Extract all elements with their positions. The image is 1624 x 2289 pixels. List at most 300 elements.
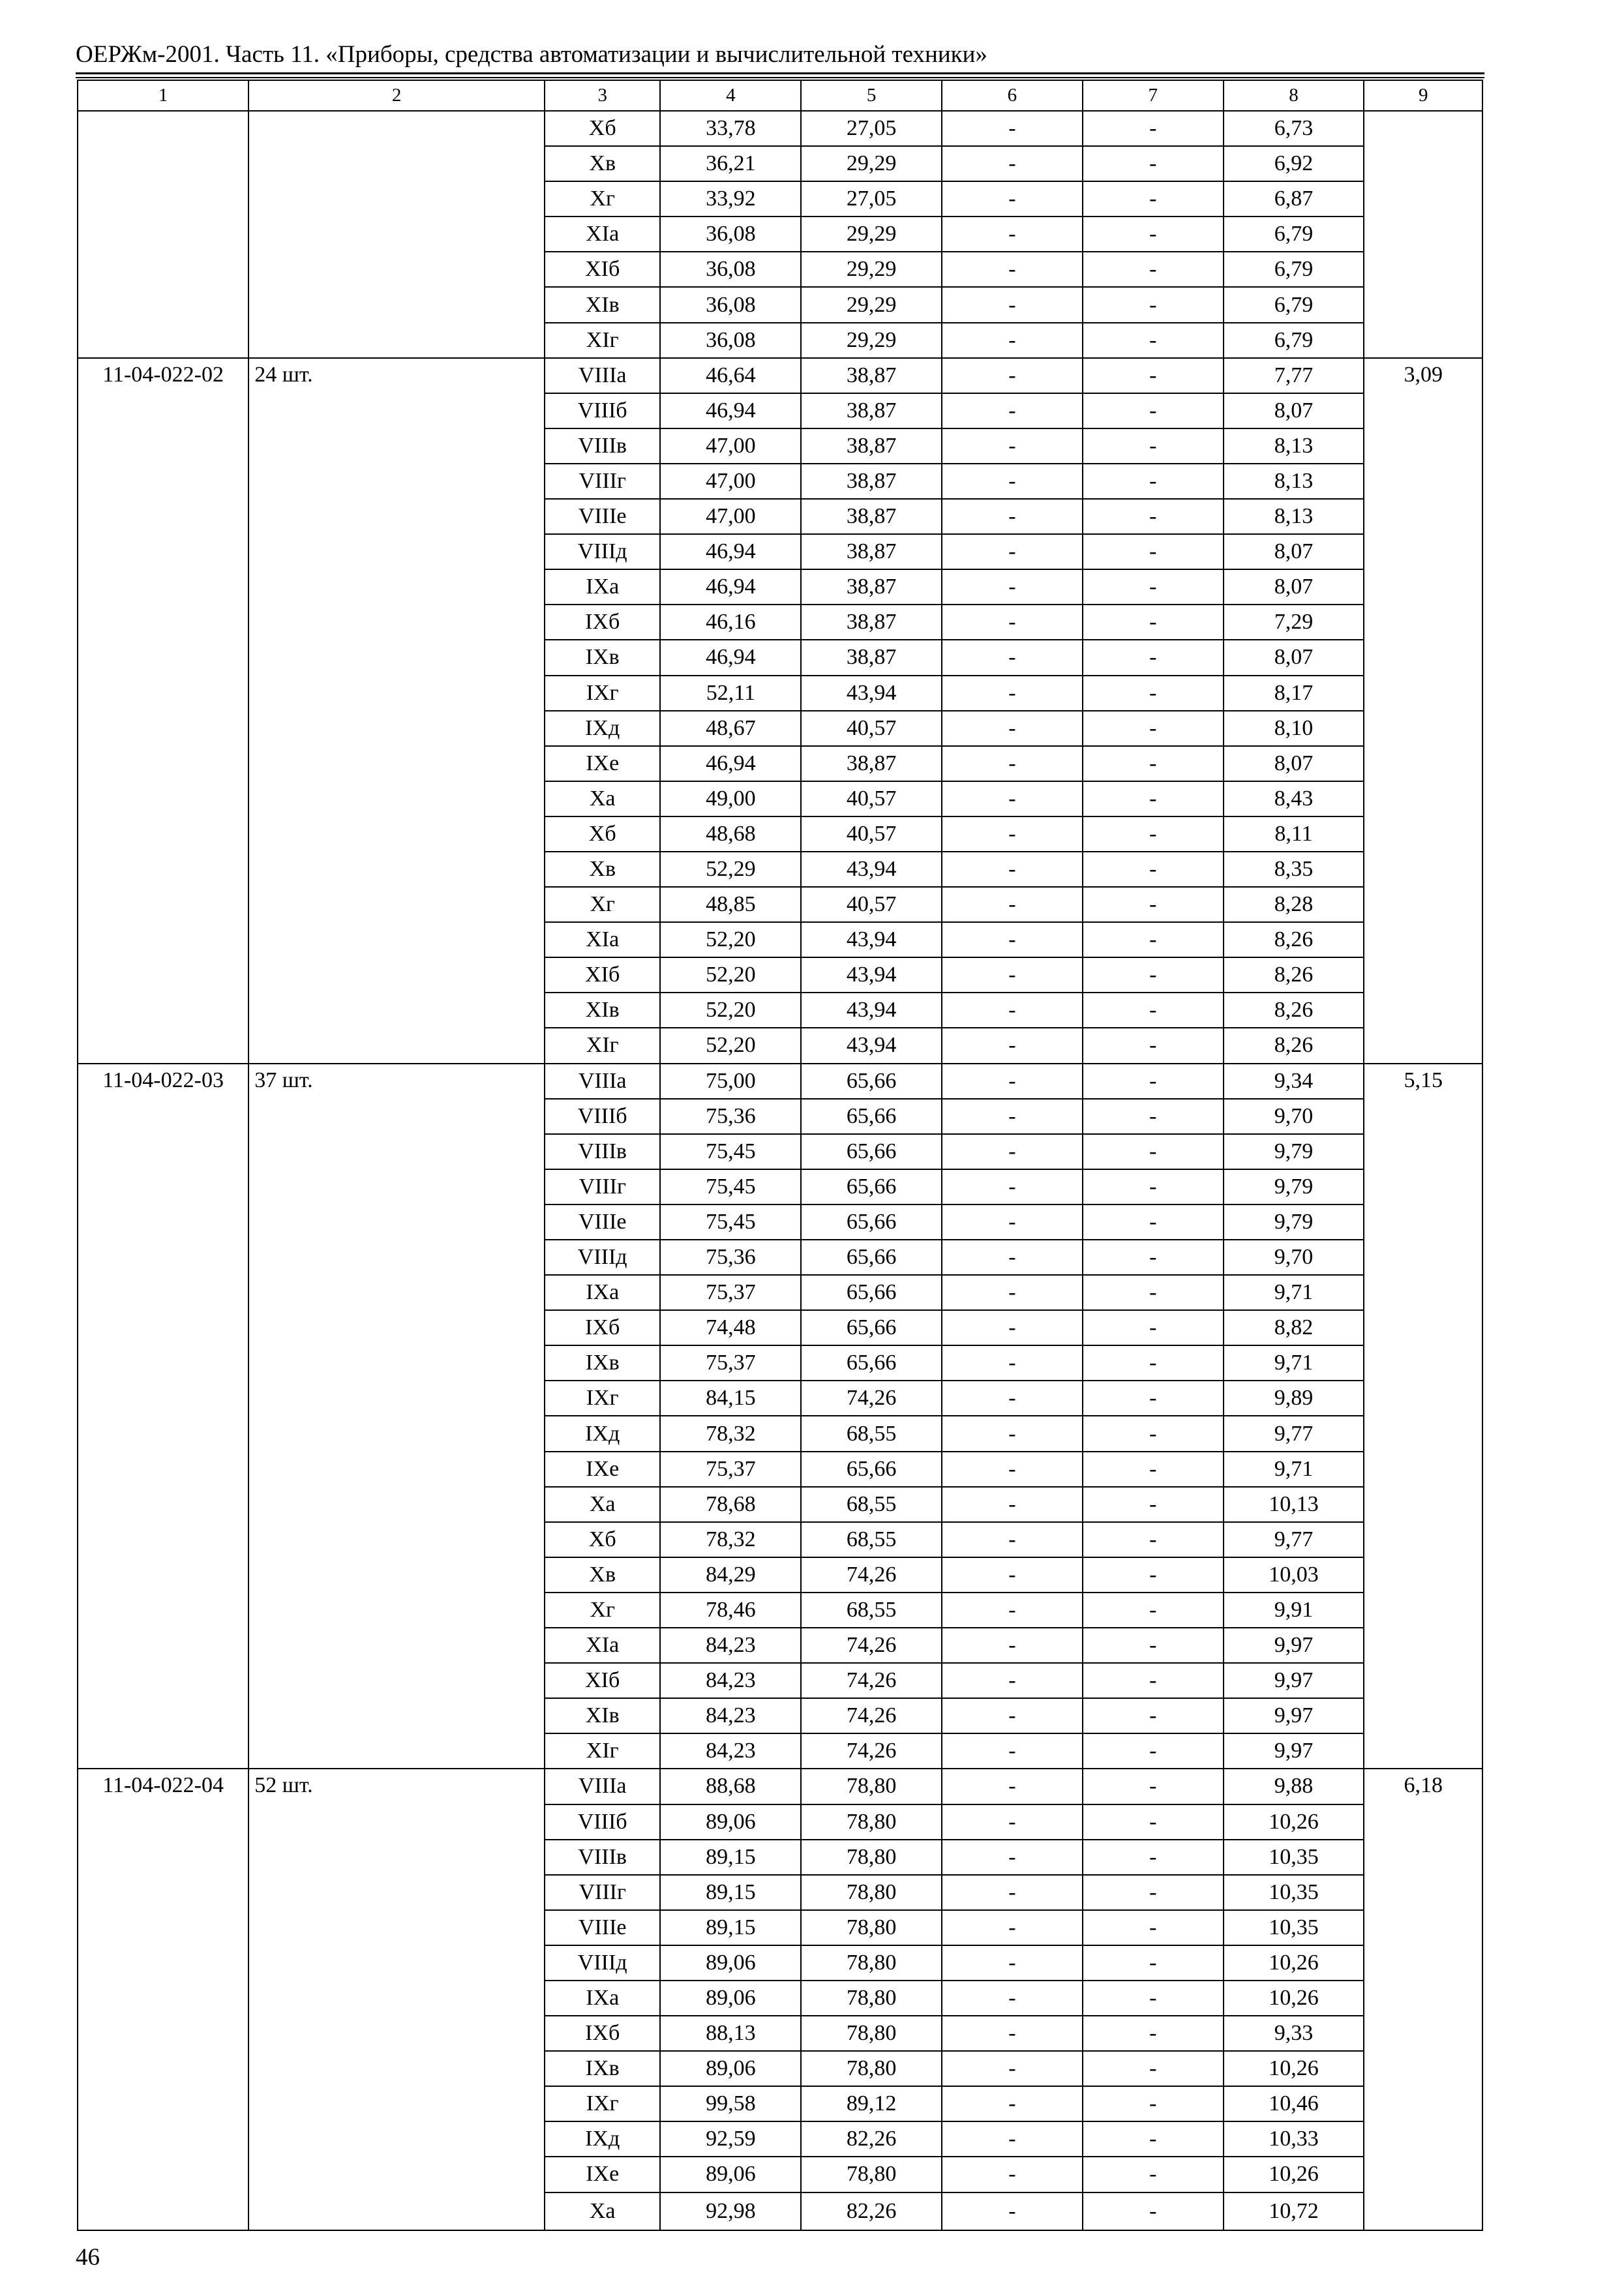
zone-cell: Хв [545,146,660,181]
col6-cell: - [942,1381,1083,1416]
col7-cell: - [1083,1028,1224,1063]
col8-cell: 10,35 [1224,1840,1364,1875]
col8-cell: 8,13 [1224,499,1364,534]
col6-cell: - [942,1064,1083,1099]
zone-cell: Ха [545,781,660,816]
zone-cell: IXа [545,569,660,605]
zone-cell: VIIIв [545,1840,660,1875]
col6-cell: - [942,746,1083,781]
col5-cell: 43,94 [801,957,942,993]
col4-cell: 52,29 [660,852,801,887]
col6-cell: - [942,852,1083,887]
zone-cell: IXд [545,711,660,746]
col7-cell: - [1083,1310,1224,1345]
col6-cell: - [942,358,1083,393]
col5-cell: 29,29 [801,146,942,181]
col7-cell: - [1083,1169,1224,1204]
col8-cell: 8,26 [1224,993,1364,1028]
col7-cell: - [1083,1134,1224,1169]
col7-cell: - [1083,922,1224,957]
col5-cell: 38,87 [801,464,942,499]
col7-cell: - [1083,2086,1224,2121]
zone-cell: IXб [545,1310,660,1345]
col4-cell: 46,16 [660,605,801,640]
col7-cell: - [1083,358,1224,393]
col8-cell: 9,97 [1224,1663,1364,1698]
col4-cell: 75,37 [660,1452,801,1487]
col4-cell: 88,13 [660,2016,801,2051]
col7-cell: - [1083,252,1224,287]
page-header-title: ОЕРЖм-2001. Часть 11. «Приборы, средства автоматизации и вычислительной техники» [76,41,987,68]
col4-cell: 89,06 [660,2051,801,2086]
col7-cell: - [1083,1416,1224,1451]
zone-cell: Хг [545,887,660,922]
col6-cell: - [942,1310,1083,1345]
col5-cell: 82,26 [801,2192,942,2230]
col6-cell: - [942,640,1083,675]
column-header: 8 [1224,80,1364,111]
col8-cell: 8,07 [1224,393,1364,428]
col8-cell: 9,70 [1224,1240,1364,1275]
col6-cell: - [942,2051,1083,2086]
col7-cell: - [1083,428,1224,464]
header-rule-thin [76,77,1484,78]
col6-cell: - [942,1910,1083,1945]
col4-cell: 78,68 [660,1487,801,1522]
zone-cell: IXв [545,1345,660,1381]
col5-cell: 78,80 [801,1840,942,1875]
col8-cell: 10,26 [1224,1804,1364,1840]
col5-cell: 27,05 [801,111,942,146]
col7-cell: - [1083,746,1224,781]
col8-cell: 6,87 [1224,181,1364,217]
zone-cell: XIг [545,1733,660,1769]
col5-cell: 74,26 [801,1381,942,1416]
zone-cell: VIIIа [545,1769,660,1804]
col4-cell: 49,00 [660,781,801,816]
col8-cell: 8,26 [1224,1028,1364,1063]
zone-cell: VIIIб [545,393,660,428]
col4-cell: 84,23 [660,1733,801,1769]
col7-cell: - [1083,816,1224,852]
zone-cell: XIа [545,217,660,252]
col5-cell: 40,57 [801,887,942,922]
col6-cell: - [942,1875,1083,1910]
col8-cell: 8,35 [1224,852,1364,887]
col4-cell: 36,08 [660,323,801,358]
col6-cell: - [942,393,1083,428]
zone-cell: IXб [545,2016,660,2051]
zone-cell: VIIIе [545,499,660,534]
col4-cell: 48,68 [660,816,801,852]
zone-cell: IXг [545,1381,660,1416]
col4-cell: 84,23 [660,1628,801,1663]
col4-cell: 89,06 [660,1981,801,2016]
col5-cell: 65,66 [801,1240,942,1275]
col4-cell: 89,15 [660,1840,801,1875]
zone-cell: IXг [545,676,660,711]
col8-cell: 10,35 [1224,1875,1364,1910]
col4-cell: 89,15 [660,1910,801,1945]
col5-cell: 68,55 [801,1416,942,1451]
page-number: 46 [76,2244,100,2271]
col6-cell: - [942,146,1083,181]
table-row [78,358,1482,393]
col7-cell: - [1083,1663,1224,1698]
col6-cell: - [942,111,1083,146]
zone-cell: Хв [545,852,660,887]
col6-cell: - [942,323,1083,358]
col7-cell: - [1083,323,1224,358]
zone-cell: IXа [545,1275,660,1310]
col7-cell: - [1083,1910,1224,1945]
col6-cell: - [942,1522,1083,1557]
col6-cell: - [942,1099,1083,1134]
col7-cell: - [1083,1487,1224,1522]
col6-cell: - [942,2016,1083,2051]
col8-cell: 8,07 [1224,640,1364,675]
col5-cell: 29,29 [801,287,942,322]
col5-cell: 65,66 [801,1099,942,1134]
col5-cell: 43,94 [801,993,942,1028]
col4-cell: 75,45 [660,1134,801,1169]
column-header: 5 [801,80,942,111]
col7-cell: - [1083,111,1224,146]
col6-cell: - [942,2192,1083,2230]
col6-cell: - [942,1204,1083,1240]
table-body [78,111,1482,2230]
col7-cell: - [1083,1204,1224,1240]
col4-cell: 36,08 [660,217,801,252]
col7-cell: - [1083,2157,1224,2192]
col4-cell: 99,58 [660,2086,801,2121]
col7-cell: - [1083,1981,1224,2016]
zone-cell: VIIIе [545,1910,660,1945]
col4-cell: 46,94 [660,746,801,781]
col8-cell: 8,07 [1224,569,1364,605]
col6-cell: - [942,1275,1083,1310]
col8-cell: 8,11 [1224,816,1364,852]
col7-cell: - [1083,464,1224,499]
col7-cell: - [1083,887,1224,922]
col5-cell: 38,87 [801,640,942,675]
col4-cell: 47,00 [660,464,801,499]
zone-cell: Хб [545,1522,660,1557]
col4-cell: 75,00 [660,1064,801,1099]
col6-cell: - [942,816,1083,852]
zone-cell: XIб [545,252,660,287]
col5-cell: 68,55 [801,1487,942,1522]
zone-cell: IXе [545,1452,660,1487]
col6-cell: - [942,1169,1083,1204]
col8-cell: 9,88 [1224,1769,1364,1804]
zone-cell: IXа [545,1981,660,2016]
col5-cell: 29,29 [801,252,942,287]
col6-cell: - [942,252,1083,287]
col4-cell: 33,92 [660,181,801,217]
column-header: 3 [545,80,660,111]
col5-cell: 43,94 [801,676,942,711]
col5-cell: 74,26 [801,1733,942,1769]
column-header: 2 [248,80,545,111]
zone-cell: XIа [545,1628,660,1663]
col6-cell: - [942,1663,1083,1698]
col6-cell: - [942,287,1083,322]
col4-cell: 78,46 [660,1593,801,1628]
col4-cell: 52,20 [660,922,801,957]
col4-cell: 84,29 [660,1557,801,1593]
col8-cell: 9,71 [1224,1452,1364,1487]
col5-cell: 65,66 [801,1169,942,1204]
col6-cell: - [942,1240,1083,1275]
col4-cell: 75,45 [660,1169,801,1204]
col8-cell: 9,79 [1224,1134,1364,1169]
zone-cell: IXб [545,605,660,640]
zone-cell: VIIIд [545,534,660,569]
rates-table [77,80,1483,2231]
col7-cell: - [1083,676,1224,711]
col8-cell: 9,97 [1224,1698,1364,1733]
col7-cell: - [1083,181,1224,217]
zone-cell: IXг [545,2086,660,2121]
col6-cell: - [942,1134,1083,1169]
col9-cell [1364,111,1482,358]
col4-cell: 36,08 [660,287,801,322]
column-header: 4 [660,80,801,111]
col6-cell: - [942,1487,1083,1522]
col8-cell: 10,03 [1224,1557,1364,1593]
zone-cell: VIIIб [545,1804,660,1840]
col7-cell: - [1083,1557,1224,1593]
col4-cell: 36,21 [660,146,801,181]
col6-cell: - [942,781,1083,816]
col8-cell: 10,13 [1224,1487,1364,1522]
col7-cell: - [1083,217,1224,252]
zone-cell: VIIIб [545,1099,660,1134]
col5-cell: 89,12 [801,2086,942,2121]
col7-cell: - [1083,287,1224,322]
col8-cell: 9,77 [1224,1416,1364,1451]
col5-cell: 78,80 [801,1804,942,1840]
col5-cell: 78,80 [801,1769,942,1804]
col5-cell: 43,94 [801,852,942,887]
zone-cell: XIа [545,922,660,957]
col6-cell: - [942,605,1083,640]
col7-cell: - [1083,1628,1224,1663]
col4-cell: 75,37 [660,1345,801,1381]
col4-cell: 78,32 [660,1522,801,1557]
col7-cell: - [1083,640,1224,675]
col5-cell: 27,05 [801,181,942,217]
col7-cell: - [1083,1769,1224,1804]
zone-cell: Ха [545,1487,660,1522]
col5-cell: 40,57 [801,711,942,746]
col6-cell: - [942,499,1083,534]
table-row [78,1769,1482,1804]
col9-cell: 5,15 [1364,1064,1482,1769]
col7-cell: - [1083,534,1224,569]
item-quantity-cell [248,111,545,358]
col4-cell: 89,06 [660,1804,801,1840]
col8-cell: 7,29 [1224,605,1364,640]
col8-cell: 8,07 [1224,534,1364,569]
col5-cell: 38,87 [801,428,942,464]
col4-cell: 46,94 [660,640,801,675]
col6-cell: - [942,1452,1083,1487]
col5-cell: 65,66 [801,1064,942,1099]
col6-cell: - [942,181,1083,217]
col8-cell: 9,71 [1224,1345,1364,1381]
col7-cell: - [1083,1522,1224,1557]
col4-cell: 52,20 [660,993,801,1028]
col8-cell: 10,26 [1224,2157,1364,2192]
col8-cell: 9,91 [1224,1593,1364,1628]
col7-cell: - [1083,146,1224,181]
col4-cell: 36,08 [660,252,801,287]
column-header: 7 [1083,80,1224,111]
col8-cell: 8,07 [1224,746,1364,781]
col5-cell: 82,26 [801,2121,942,2157]
col8-cell: 10,26 [1224,1981,1364,2016]
col6-cell: - [942,1416,1083,1451]
col4-cell: 92,98 [660,2192,801,2230]
col6-cell: - [942,1981,1083,2016]
col7-cell: - [1083,1345,1224,1381]
col8-cell: 7,77 [1224,358,1364,393]
col7-cell: - [1083,1875,1224,1910]
col8-cell: 8,13 [1224,464,1364,499]
col5-cell: 29,29 [801,323,942,358]
col8-cell: 9,70 [1224,1099,1364,1134]
zone-cell: XIв [545,993,660,1028]
col7-cell: - [1083,605,1224,640]
col7-cell: - [1083,711,1224,746]
col5-cell: 74,26 [801,1698,942,1733]
column-number-row [78,80,1482,111]
item-code-cell: 11-04-022-02 [78,358,248,1064]
col8-cell: 8,13 [1224,428,1364,464]
zone-cell: Хг [545,1593,660,1628]
col8-cell: 9,71 [1224,1275,1364,1310]
col6-cell: - [942,2121,1083,2157]
table-row [78,1064,1482,1099]
col6-cell: - [942,2157,1083,2192]
col6-cell: - [942,534,1083,569]
col7-cell: - [1083,2016,1224,2051]
col8-cell: 10,46 [1224,2086,1364,2121]
col4-cell: 84,15 [660,1381,801,1416]
col5-cell: 68,55 [801,1522,942,1557]
item-quantity-cell: 52 шт. [248,1769,545,2230]
col9-cell: 3,09 [1364,358,1482,1064]
col7-cell: - [1083,2051,1224,2086]
col8-cell: 10,33 [1224,2121,1364,2157]
col5-cell: 38,87 [801,569,942,605]
col5-cell: 78,80 [801,1981,942,2016]
col5-cell: 40,57 [801,781,942,816]
column-header: 6 [942,80,1083,111]
col8-cell: 9,77 [1224,1522,1364,1557]
column-header: 9 [1364,80,1482,111]
col7-cell: - [1083,2121,1224,2157]
col6-cell: - [942,1840,1083,1875]
col6-cell: - [942,887,1083,922]
col6-cell: - [942,217,1083,252]
col6-cell: - [942,1345,1083,1381]
col8-cell: 8,26 [1224,957,1364,993]
col7-cell: - [1083,1381,1224,1416]
col6-cell: - [942,1557,1083,1593]
col8-cell: 8,10 [1224,711,1364,746]
col7-cell: - [1083,1099,1224,1134]
col5-cell: 78,80 [801,1875,942,1910]
col5-cell: 43,94 [801,1028,942,1063]
col5-cell: 38,87 [801,499,942,534]
col9-cell: 6,18 [1364,1769,1482,2230]
col8-cell: 6,79 [1224,287,1364,322]
col8-cell: 9,79 [1224,1169,1364,1204]
col8-cell: 9,89 [1224,1381,1364,1416]
col4-cell: 47,00 [660,499,801,534]
col6-cell: - [942,1698,1083,1733]
zone-cell: Хб [545,816,660,852]
item-quantity-cell: 37 шт. [248,1064,545,1769]
col6-cell: - [942,957,1083,993]
col5-cell: 65,66 [801,1452,942,1487]
col4-cell: 75,36 [660,1099,801,1134]
col8-cell: 8,17 [1224,676,1364,711]
zone-cell: VIIIа [545,358,660,393]
col6-cell: - [942,464,1083,499]
col6-cell: - [942,1804,1083,1840]
zone-cell: IXв [545,640,660,675]
col5-cell: 74,26 [801,1628,942,1663]
col5-cell: 40,57 [801,816,942,852]
col7-cell: - [1083,1593,1224,1628]
zone-cell: VIIIд [545,1945,660,1981]
zone-cell: VIIIг [545,464,660,499]
zone-cell: IXе [545,746,660,781]
col5-cell: 29,29 [801,217,942,252]
col5-cell: 65,66 [801,1275,942,1310]
col4-cell: 89,15 [660,1875,801,1910]
col8-cell: 6,73 [1224,111,1364,146]
col5-cell: 65,66 [801,1345,942,1381]
col4-cell: 75,37 [660,1275,801,1310]
zone-cell: XIв [545,1698,660,1733]
col8-cell: 6,79 [1224,252,1364,287]
zone-cell: XIг [545,1028,660,1063]
zone-cell: VIIIг [545,1169,660,1204]
col4-cell: 75,45 [660,1204,801,1240]
col4-cell: 33,78 [660,111,801,146]
col6-cell: - [942,922,1083,957]
col6-cell: - [942,1593,1083,1628]
item-code-cell: 11-04-022-04 [78,1769,248,2230]
table-row [78,111,1482,146]
col7-cell: - [1083,1733,1224,1769]
zone-cell: VIIIв [545,1134,660,1169]
col6-cell: - [942,1769,1083,1804]
col4-cell: 48,85 [660,887,801,922]
col5-cell: 78,80 [801,2016,942,2051]
zone-cell: VIIIг [545,1875,660,1910]
col7-cell: - [1083,1945,1224,1981]
column-header: 1 [78,80,248,111]
col8-cell: 8,82 [1224,1310,1364,1345]
col8-cell: 6,92 [1224,146,1364,181]
col8-cell: 6,79 [1224,323,1364,358]
